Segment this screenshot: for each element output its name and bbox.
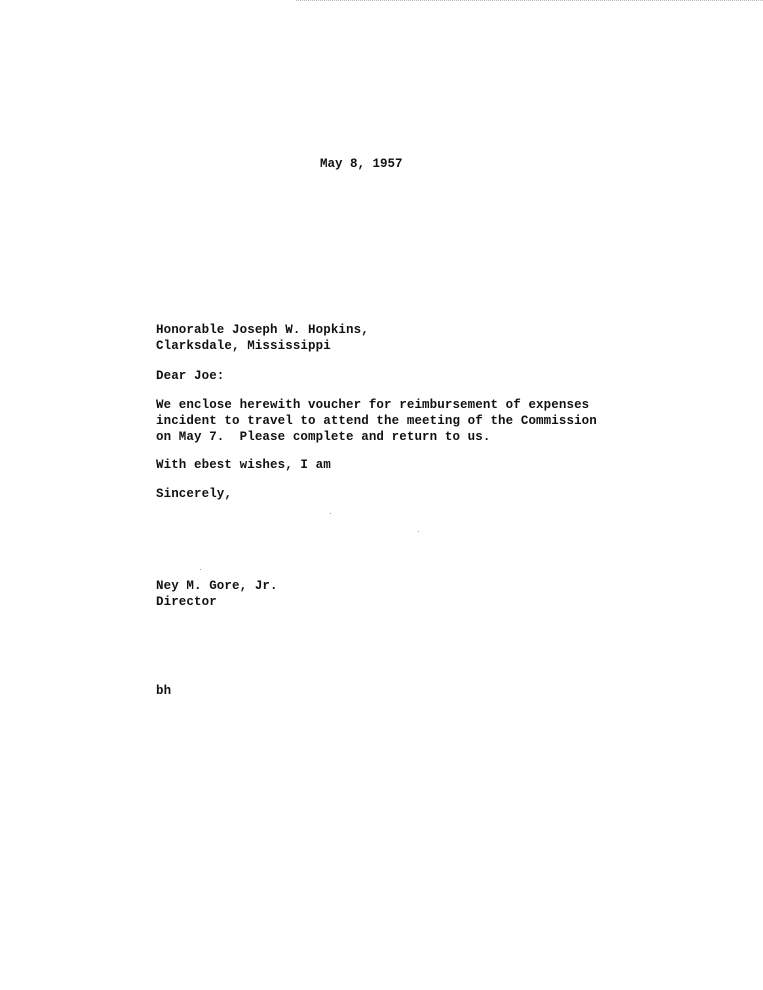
body-line-1: We enclose herewith voucher for reimbursement of expenses xyxy=(156,398,590,412)
salutation: Dear Joe: xyxy=(156,369,225,383)
letter-date: May 8, 1957 xyxy=(320,157,403,171)
body-line-3: on May 7. Please complete and return to us. xyxy=(156,430,491,444)
paper-speck xyxy=(200,569,201,570)
closing-sincerely: Sincerely, xyxy=(156,487,233,501)
body-line-2: incident to travel to attend the meeting of the Commission xyxy=(156,414,597,428)
signer-title: Director xyxy=(156,595,217,609)
paper-speck xyxy=(330,513,331,514)
page-top-edge xyxy=(296,0,763,1)
recipient-location: Clarksdale, Mississippi xyxy=(156,339,331,353)
recipient-name: Honorable Joseph W. Hopkins, xyxy=(156,323,369,337)
paper-speck xyxy=(418,531,419,532)
closing-wishes: With ebest wishes, I am xyxy=(156,458,331,472)
signer-name: Ney M. Gore, Jr. xyxy=(156,579,278,593)
typist-initials: bh xyxy=(156,684,172,698)
